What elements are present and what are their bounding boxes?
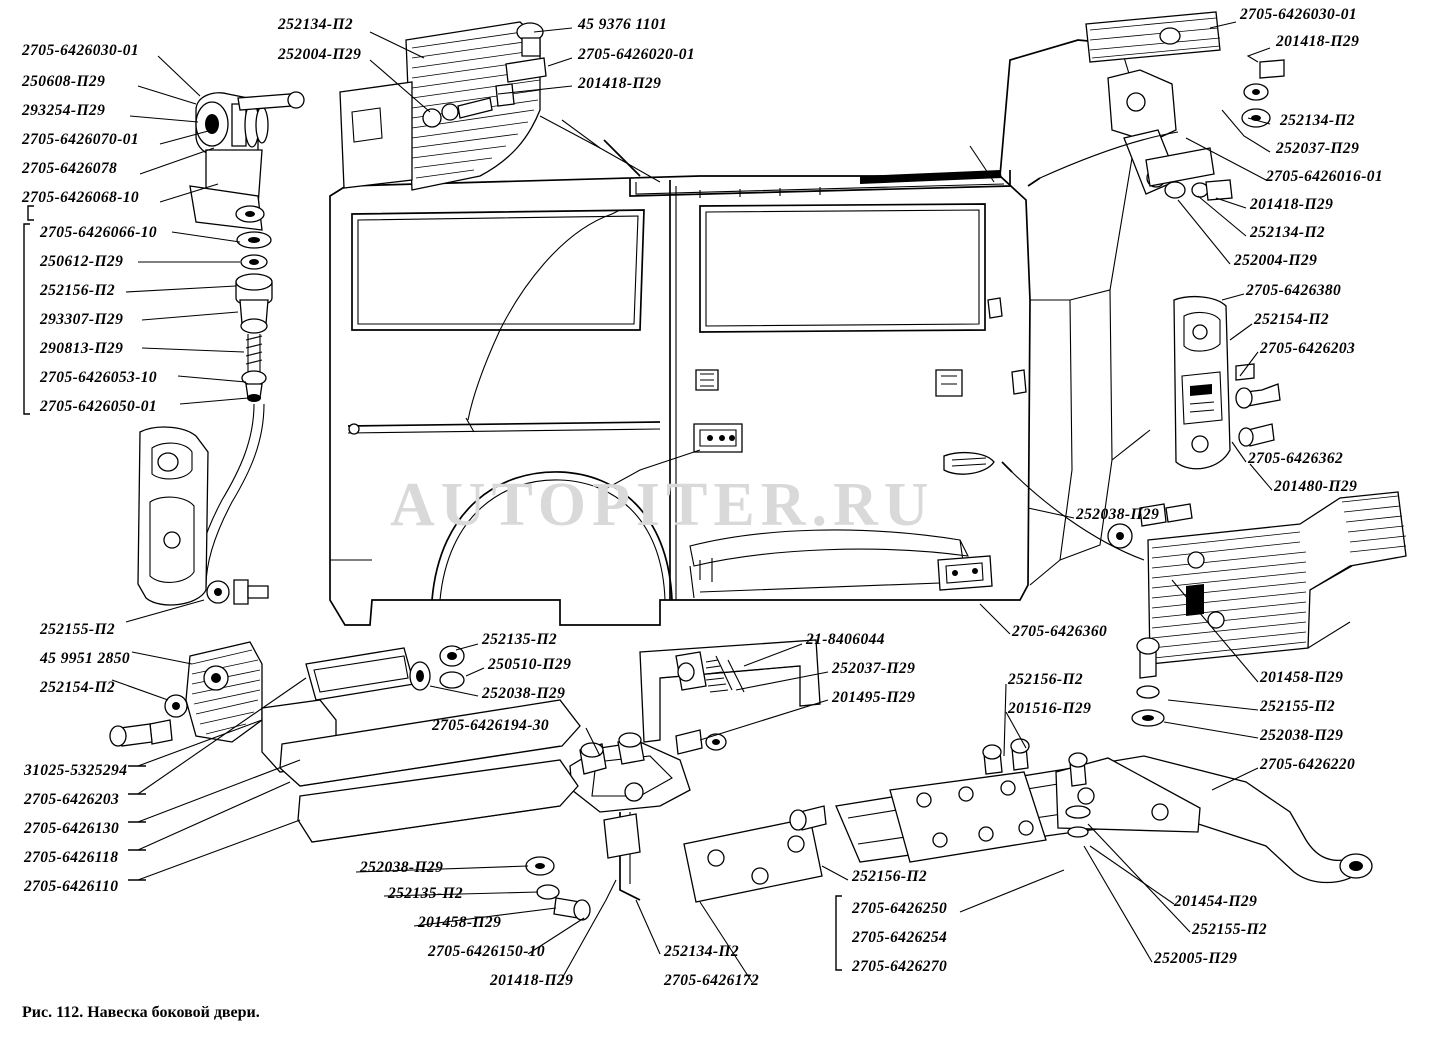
callout-label: 250608-П29 [22, 73, 106, 90]
callout-label: 252156-П2 [852, 868, 928, 885]
callout-label: 2705-6426020-01 [578, 46, 696, 63]
callout-label: 2705-6426250 [852, 900, 948, 917]
callout-label: 2705-6426360 [1012, 623, 1108, 640]
callout-label: 252004-П29 [1234, 252, 1318, 269]
callout-label: 2705-6426078 [22, 160, 118, 177]
callout-label: 2705-6426070-01 [22, 131, 140, 148]
callout-label: 252037-П29 [832, 660, 916, 677]
callout-label: 252005-П29 [1154, 950, 1238, 967]
callout-label: 252134-П2 [278, 16, 354, 33]
callout-label: 31025-5325294 [24, 762, 128, 779]
callout-label: 252135-П2 [482, 631, 558, 648]
figure-caption: Рис. 112. Навеска боковой двери. [22, 1004, 260, 1021]
callout-label: 250510-П29 [488, 656, 572, 673]
callout-label: 2705-6426118 [24, 849, 119, 866]
callout-label: 2705-6426380 [1246, 282, 1342, 299]
callout-label: 252155-П2 [40, 621, 116, 638]
callout-label: 201418-П29 [490, 972, 574, 989]
callout-label: 201454-П29 [1174, 893, 1258, 910]
callout-label: 293307-П29 [40, 311, 124, 328]
callout-label: 252134-П2 [664, 943, 740, 960]
callout-label: 252156-П2 [1008, 671, 1084, 688]
callout-label: 201458-П29 [1260, 669, 1344, 686]
callout-label: 252134-П2 [1250, 224, 1326, 241]
callout-label: 252155-П2 [1260, 698, 1336, 715]
callout-label: 2705-6426050-01 [40, 398, 158, 415]
callout-label: 293254-П29 [22, 102, 106, 119]
callout-label: 2705-6426068-10 [22, 189, 140, 206]
callout-label: 2705-6426254 [852, 929, 948, 946]
callout-label: 2705-6426066-10 [40, 224, 158, 241]
callout-label: 2705-6426270 [852, 958, 948, 975]
callout-label: 252134-П2 [1280, 112, 1356, 129]
callout-label: 252038-П29 [1260, 727, 1344, 744]
callout-label: 21-8406044 [806, 631, 885, 648]
callout-label: 201480-П29 [1274, 478, 1358, 495]
callout-label: 201458-П29 [418, 914, 502, 931]
callout-label: 201418-П29 [1250, 196, 1334, 213]
callout-label: 2705-6426150-10 [428, 943, 546, 960]
center-roller-assembly [570, 640, 826, 902]
callout-label: 2705-6426016-01 [1266, 168, 1384, 185]
callout-label: 2705-6426194-30 [432, 717, 550, 734]
callout-label: 201418-П29 [578, 75, 662, 92]
callout-label: 201418-П29 [1276, 33, 1360, 50]
callout-label: 252038-П29 [482, 685, 566, 702]
callout-label: 201516-П29 [1008, 700, 1092, 717]
callout-label: 201495-П29 [832, 689, 916, 706]
callout-label: 252155-П2 [1192, 921, 1268, 938]
upper-hinge-assembly-right [1086, 12, 1284, 200]
callout-label: 2705-6426203 [1260, 340, 1356, 357]
upper-hinge-bracket-center [340, 22, 546, 190]
callout-label: 290813-П29 [40, 340, 124, 357]
callout-label: 2705-6426030-01 [22, 42, 140, 59]
callout-label: 252154-П2 [40, 679, 116, 696]
callout-label: 250612-П29 [40, 253, 124, 270]
watermark: AUTOPITER.RU [390, 471, 935, 539]
callout-label: 45 9951 2850 [40, 650, 131, 667]
lower-left-roller-and-rails [110, 642, 590, 920]
callout-label: 252135-П2 [388, 885, 464, 902]
callout-label: 45 9376 1101 [578, 16, 668, 33]
callout-label: 2705-6426172 [664, 972, 760, 989]
callout-label: 2705-6426220 [1260, 756, 1356, 773]
callout-label: 2705-6426030-01 [1240, 6, 1358, 23]
callout-label: 252038-П29 [1076, 506, 1160, 523]
callout-label: 2705-6426053-10 [40, 369, 158, 386]
callout-label: 2705-6426130 [24, 820, 120, 837]
callout-label: 252038-П29 [360, 859, 444, 876]
callout-label: 2705-6426203 [24, 791, 120, 808]
callout-label: 252156-П2 [40, 282, 116, 299]
callout-label: 2705-6426362 [1248, 450, 1344, 467]
callout-label: 252037-П29 [1276, 140, 1360, 157]
callout-label: 252154-П2 [1254, 311, 1330, 328]
callout-label: 2705-6426110 [24, 878, 119, 895]
callout-label: 252004-П29 [278, 46, 362, 63]
